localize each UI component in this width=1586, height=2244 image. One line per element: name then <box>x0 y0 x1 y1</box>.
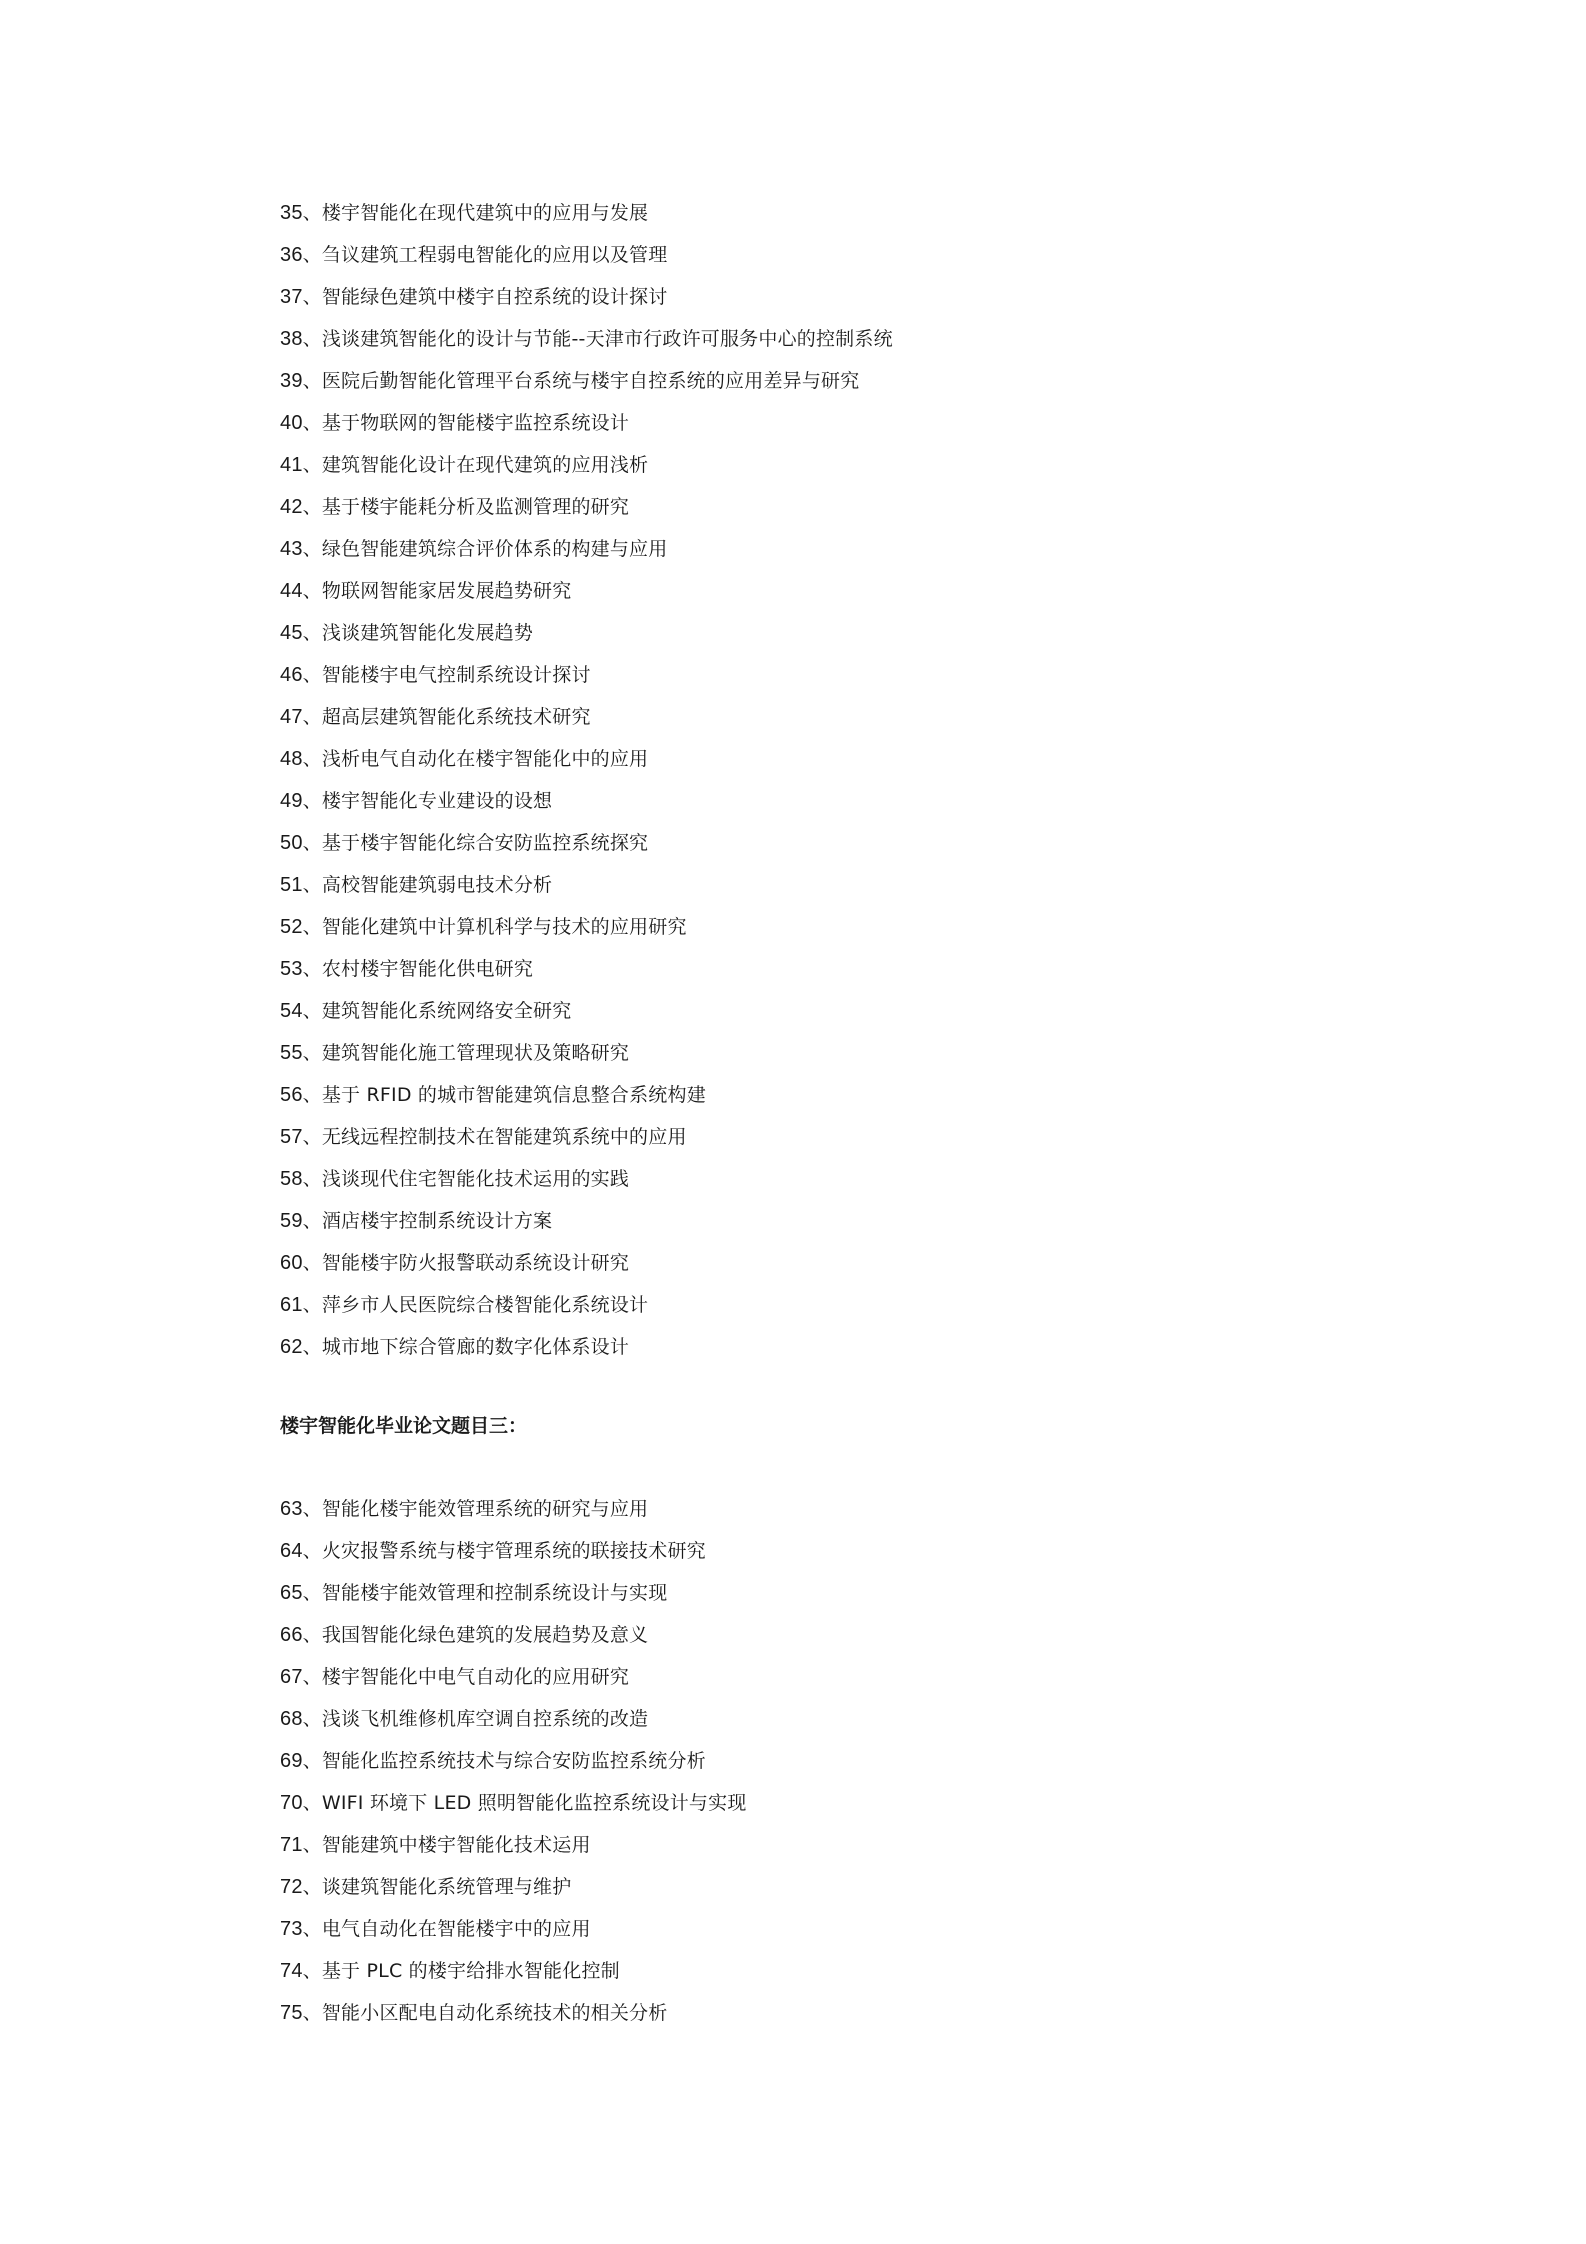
item-separator: 、 <box>302 538 322 560</box>
list-item <box>280 696 893 738</box>
item-number: 55 <box>280 1042 303 1064</box>
item-separator: 、 <box>302 1498 322 1520</box>
item-number: 43 <box>280 538 303 560</box>
item-number: 58 <box>280 1168 303 1190</box>
list-item <box>280 318 893 360</box>
item-title: 楼宇智能化专业建设的设想 <box>321 790 553 812</box>
list-item <box>280 1284 893 1326</box>
item-separator: 、 <box>302 1210 322 1232</box>
list-item <box>280 1740 747 1782</box>
item-number: 61 <box>280 1294 303 1316</box>
item-separator: 、 <box>302 286 322 308</box>
item-separator: 、 <box>302 958 322 980</box>
list-item <box>280 402 893 444</box>
item-number: 70 <box>280 1792 303 1814</box>
item-number: 48 <box>280 748 303 770</box>
list-item <box>280 486 893 528</box>
item-separator: 、 <box>302 832 322 854</box>
list-item <box>280 1074 893 1116</box>
list-item <box>280 780 893 822</box>
item-separator: 、 <box>302 1834 322 1856</box>
item-separator: 、 <box>302 202 322 224</box>
item-number: 51 <box>280 874 303 896</box>
thesis-topic-list-b <box>280 1488 747 2034</box>
list-item <box>280 1326 893 1368</box>
item-separator: 、 <box>302 1252 322 1274</box>
item-separator: 、 <box>302 1168 322 1190</box>
item-number: 74 <box>280 1960 303 1982</box>
item-title: 浅谈建筑智能化发展趋势 <box>321 622 534 644</box>
item-number: 36 <box>280 244 303 266</box>
item-title: 建筑智能化系统网络安全研究 <box>321 1000 572 1022</box>
item-number: 47 <box>280 706 303 728</box>
item-number: 45 <box>280 622 303 644</box>
item-title: 楼宇智能化中电气自动化的应用研究 <box>321 1666 630 1688</box>
item-title: 基于 PLC 的楼宇给排水智能化控制 <box>321 1960 620 1982</box>
item-number: 46 <box>280 664 303 686</box>
list-item <box>280 1614 747 1656</box>
item-separator: 、 <box>302 1918 322 1940</box>
item-title: 城市地下综合管廊的数字化体系设计 <box>321 1336 630 1358</box>
list-item <box>280 1158 893 1200</box>
item-separator: 、 <box>302 1624 322 1646</box>
item-title: 智能化楼宇能效管理系统的研究与应用 <box>321 1498 649 1520</box>
item-separator: 、 <box>302 664 322 686</box>
item-number: 66 <box>280 1624 303 1646</box>
item-separator: 、 <box>302 1042 322 1064</box>
item-number: 41 <box>280 454 303 476</box>
item-title: 超高层建筑智能化系统技术研究 <box>321 706 591 728</box>
item-title: 基于物联网的智能楼宇监控系统设计 <box>321 412 630 434</box>
item-separator: 、 <box>302 412 322 434</box>
item-number: 52 <box>280 916 303 938</box>
item-separator: 、 <box>302 1792 322 1814</box>
item-separator: 、 <box>302 748 322 770</box>
item-number: 64 <box>280 1540 303 1562</box>
item-title: 建筑智能化施工管理现状及策略研究 <box>321 1042 630 1064</box>
list-item <box>280 234 893 276</box>
list-item <box>280 276 893 318</box>
item-number: 59 <box>280 1210 303 1232</box>
item-number: 72 <box>280 1876 303 1898</box>
item-title: 浅谈飞机维修机库空调自控系统的改造 <box>321 1708 649 1730</box>
item-separator: 、 <box>302 496 322 518</box>
list-item <box>280 528 893 570</box>
item-separator: 、 <box>302 1876 322 1898</box>
item-title: 智能化监控系统技术与综合安防监控系统分析 <box>321 1750 706 1772</box>
item-number: 67 <box>280 1666 303 1688</box>
item-separator: 、 <box>302 1000 322 1022</box>
item-number: 40 <box>280 412 303 434</box>
item-separator: 、 <box>302 580 322 602</box>
item-title: 电气自动化在智能楼宇中的应用 <box>321 1918 591 1940</box>
item-title: 楼宇智能化在现代建筑中的应用与发展 <box>321 202 649 224</box>
list-item <box>280 1656 747 1698</box>
list-item <box>280 1950 747 1992</box>
list-item <box>280 654 893 696</box>
list-item <box>280 570 893 612</box>
item-title: 浅谈现代住宅智能化技术运用的实践 <box>321 1168 630 1190</box>
item-separator: 、 <box>302 1294 322 1316</box>
item-number: 42 <box>280 496 303 518</box>
item-separator: 、 <box>302 370 322 392</box>
section-heading: 楼宇智能化毕业论文题目三： <box>280 1415 528 1437</box>
list-item <box>280 1572 747 1614</box>
item-number: 63 <box>280 1498 303 1520</box>
item-separator: 、 <box>302 706 322 728</box>
item-separator: 、 <box>302 622 322 644</box>
item-title: 智能楼宇防火报警联动系统设计研究 <box>321 1252 630 1274</box>
item-number: 69 <box>280 1750 303 1772</box>
item-number: 73 <box>280 1918 303 1940</box>
item-number: 54 <box>280 1000 303 1022</box>
item-number: 53 <box>280 958 303 980</box>
item-separator: 、 <box>302 1084 322 1106</box>
list-item <box>280 1200 893 1242</box>
item-separator: 、 <box>302 2002 322 2024</box>
item-separator: 、 <box>302 1666 322 1688</box>
item-number: 39 <box>280 370 303 392</box>
item-number: 60 <box>280 1252 303 1274</box>
item-number: 38 <box>280 328 303 350</box>
item-title: 萍乡市人民医院综合楼智能化系统设计 <box>321 1294 649 1316</box>
list-item <box>280 822 893 864</box>
list-item <box>280 1116 893 1158</box>
item-title: 基于楼宇能耗分析及监测管理的研究 <box>321 496 630 518</box>
item-separator: 、 <box>302 1540 322 1562</box>
item-separator: 、 <box>302 1960 322 1982</box>
list-item <box>280 1698 747 1740</box>
list-item <box>280 192 893 234</box>
item-title: 刍议建筑工程弱电智能化的应用以及管理 <box>321 244 668 266</box>
item-title: 医院后勤智能化管理平台系统与楼宇自控系统的应用差异与研究 <box>321 370 860 392</box>
item-title: 智能绿色建筑中楼宇自控系统的设计探讨 <box>321 286 668 308</box>
item-separator: 、 <box>302 1708 322 1730</box>
item-separator: 、 <box>302 328 322 350</box>
item-number: 56 <box>280 1084 303 1106</box>
item-separator: 、 <box>302 1126 322 1148</box>
item-number: 65 <box>280 1582 303 1604</box>
item-title: 火灾报警系统与楼宇管理系统的联接技术研究 <box>321 1540 706 1562</box>
item-title: 浅谈建筑智能化的设计与节能--天津市行政许可服务中心的控制系统 <box>321 328 893 350</box>
item-title: 农村楼宇智能化供电研究 <box>321 958 534 980</box>
item-title: 酒店楼宇控制系统设计方案 <box>321 1210 553 1232</box>
item-number: 50 <box>280 832 303 854</box>
item-number: 57 <box>280 1126 303 1148</box>
item-title: 绿色智能建筑综合评价体系的构建与应用 <box>321 538 668 560</box>
list-item <box>280 990 893 1032</box>
item-number: 68 <box>280 1708 303 1730</box>
list-item <box>280 864 893 906</box>
thesis-topic-list-a <box>280 192 893 1368</box>
list-item <box>280 906 893 948</box>
item-separator: 、 <box>302 454 322 476</box>
item-title: 物联网智能家居发展趋势研究 <box>321 580 572 602</box>
list-item <box>280 1992 747 2034</box>
item-separator: 、 <box>302 1750 322 1772</box>
item-number: 49 <box>280 790 303 812</box>
item-title: 智能小区配电自动化系统技术的相关分析 <box>321 2002 668 2024</box>
item-number: 37 <box>280 286 303 308</box>
list-item <box>280 1824 747 1866</box>
item-separator: 、 <box>302 1582 322 1604</box>
item-title: 无线远程控制技术在智能建筑系统中的应用 <box>321 1126 687 1148</box>
list-item <box>280 948 893 990</box>
item-number: 35 <box>280 202 303 224</box>
list-item <box>280 444 893 486</box>
list-item <box>280 1908 747 1950</box>
item-separator: 、 <box>302 244 322 266</box>
item-title: 智能建筑中楼宇智能化技术运用 <box>321 1834 591 1856</box>
list-item <box>280 1488 747 1530</box>
list-item <box>280 1242 893 1284</box>
list-item <box>280 360 893 402</box>
item-separator: 、 <box>302 790 322 812</box>
list-item <box>280 1032 893 1074</box>
item-number: 75 <box>280 2002 303 2024</box>
item-title: 高校智能建筑弱电技术分析 <box>321 874 553 896</box>
list-item <box>280 1530 747 1572</box>
item-title: 智能化建筑中计算机科学与技术的应用研究 <box>321 916 687 938</box>
item-number: 62 <box>280 1336 303 1358</box>
item-separator: 、 <box>302 1336 322 1358</box>
list-item <box>280 1782 747 1824</box>
item-number: 44 <box>280 580 303 602</box>
list-item <box>280 612 893 654</box>
item-title: 建筑智能化设计在现代建筑的应用浅析 <box>321 454 649 476</box>
item-number: 71 <box>280 1834 303 1856</box>
item-title: 智能楼宇电气控制系统设计探讨 <box>321 664 591 686</box>
item-title: 我国智能化绿色建筑的发展趋势及意义 <box>321 1624 649 1646</box>
item-title: 浅析电气自动化在楼宇智能化中的应用 <box>321 748 649 770</box>
item-title: 智能楼宇能效管理和控制系统设计与实现 <box>321 1582 668 1604</box>
list-item <box>280 738 893 780</box>
item-title: 基于楼宇智能化综合安防监控系统探究 <box>321 832 649 854</box>
item-title: 基于 RFID 的城市智能建筑信息整合系统构建 <box>321 1084 706 1106</box>
item-separator: 、 <box>302 916 322 938</box>
list-item <box>280 1866 747 1908</box>
item-separator: 、 <box>302 874 322 896</box>
item-title: WIFI 环境下 LED 照明智能化监控系统设计与实现 <box>321 1792 747 1814</box>
item-title: 谈建筑智能化系统管理与维护 <box>321 1876 572 1898</box>
